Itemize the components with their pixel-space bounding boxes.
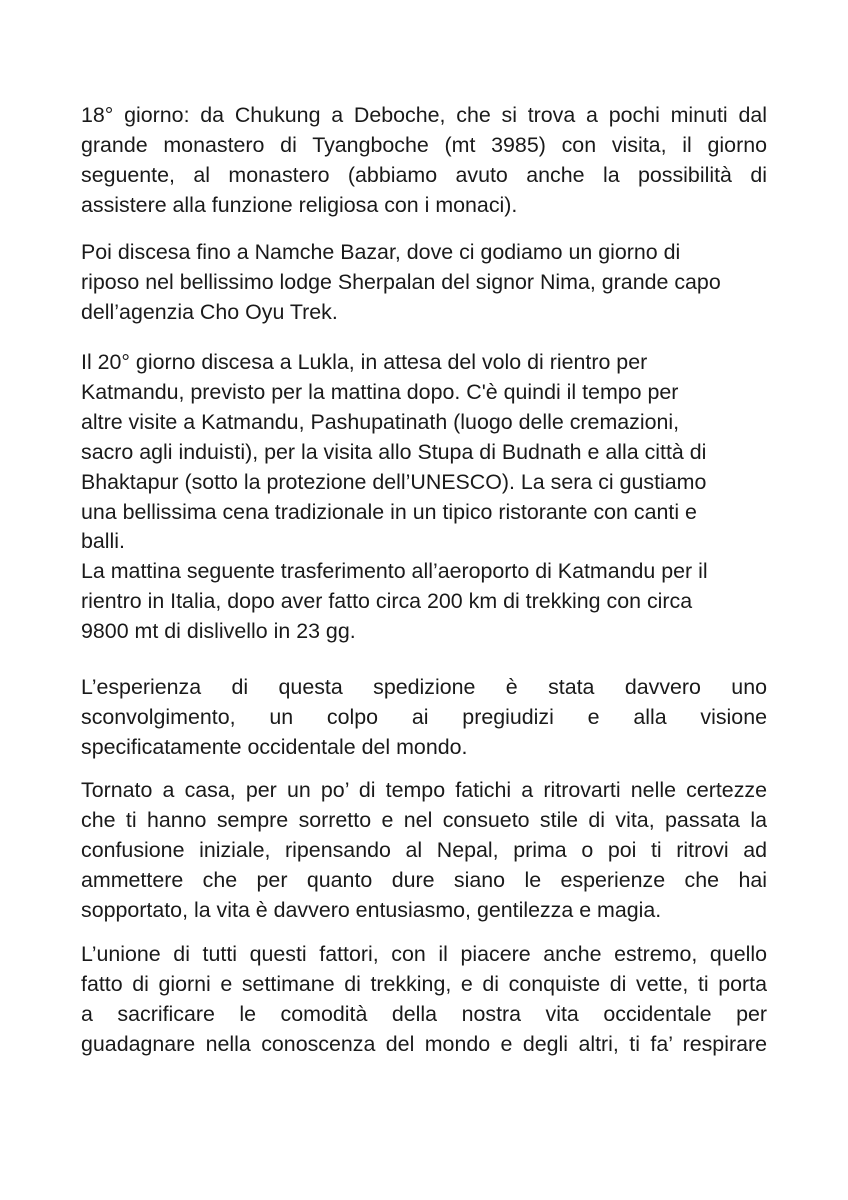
paragraph-5-line-2: che ti hanno sempre sorretto e nel consueto stile di vita, passata la (81, 807, 767, 832)
paragraph-4-line-3: specificatamente occidentale del mondo. (81, 734, 468, 759)
paragraph-3-line-7: balli. (81, 529, 125, 554)
paragraph-6-line-4: guadagnare nella conoscenza del mondo e degli altri, ti fa’ respirare (81, 1031, 767, 1056)
paragraph-1-line-2: grande monastero di Tyangboche (mt 3985) con visita, il giorno (81, 132, 767, 157)
paragraph-3-line-10: 9800 mt di dislivello in 23 gg. (81, 619, 356, 644)
paragraph-3-line-9: rientro in Italia, dopo aver fatto circa 200 km di trekking con circa (81, 589, 693, 614)
paragraph-3 (81, 348, 767, 647)
paragraph-2 (81, 238, 767, 328)
paragraph-5-line-4: ammettere che per quanto dure siano le esperienze che hai (81, 867, 767, 892)
paragraph-3-line-8: La mattina seguente trasferimento all’aeroporto di Katmandu per il (81, 559, 708, 584)
paragraph-2-line-2: riposo nel bellissimo lodge Sherpalan del signor Nima, grande capo (81, 269, 721, 294)
paragraph-4-line-1: L’esperienza di questa spedizione è stata davvero uno (81, 675, 767, 699)
paragraph-6-line-3: a sacrificare le comodità della nostra vita occidentale per (81, 1001, 767, 1026)
paragraph-4 (81, 673, 767, 763)
paragraph-1 (81, 101, 767, 221)
paragraph-3-line-5: Bhaktapur (sotto la protezione dell’UNESCO). La sera ci gustiamo (81, 469, 707, 494)
paragraph-5-line-5: sopportato, la vita è davvero entusiasmo, gentilezza e magia. (81, 897, 662, 922)
paragraph-2-line-1: Poi discesa fino a Namche Bazar, dove ci godiamo un giorno di (81, 240, 681, 264)
paragraph-3-line-3: altre visite a Katmandu, Pashupatinath (luogo delle cremazioni, (81, 409, 680, 434)
paragraph-3-line-6: una bellissima cena tradizionale in un tipico ristorante con canti e (81, 499, 697, 524)
paragraph-5-line-3: confusione iniziale, ripensando al Nepal, prima o poi ti ritrovi ad (81, 837, 767, 862)
paragraph-3-line-4: sacro agli induisti), per la visita allo Stupa di Budnath e alla città di (81, 439, 707, 464)
paragraph-3-line-2: Katmandu, previsto per la mattina dopo. C'è quindi il tempo per (81, 379, 679, 404)
paragraph-4-line-2: sconvolgimento, un colpo ai pregiudizi e alla visione (81, 704, 767, 729)
paragraph-6 (81, 940, 767, 1060)
paragraph-5-line-1: Tornato a casa, per un po’ di tempo fatichi a ritrovarti nelle certezze (81, 778, 767, 802)
paragraph-3-line-1: Il 20° giorno discesa a Lukla, in attesa del volo di rientro per (81, 350, 648, 374)
paragraph-6-line-1: L’unione di tutti questi fattori, con il piacere anche estremo, quello (81, 942, 767, 966)
paragraph-1-line-3: seguente, al monastero (abbiamo avuto anche la possibilità di (81, 162, 767, 187)
paragraph-1-line-4: assistere alla funzione religiosa con i monaci). (81, 192, 518, 217)
paragraph-6-line-2: fatto di giorni e settimane di trekking, e di conquiste di vette, ti porta (81, 971, 767, 996)
paragraph-1-line-1: 18° giorno: da Chukung a Deboche, che si trova a pochi minuti dal (81, 103, 767, 127)
paragraph-5 (81, 776, 767, 925)
paragraph-2-line-3: dell’agenzia Cho Oyu Trek. (81, 299, 338, 324)
